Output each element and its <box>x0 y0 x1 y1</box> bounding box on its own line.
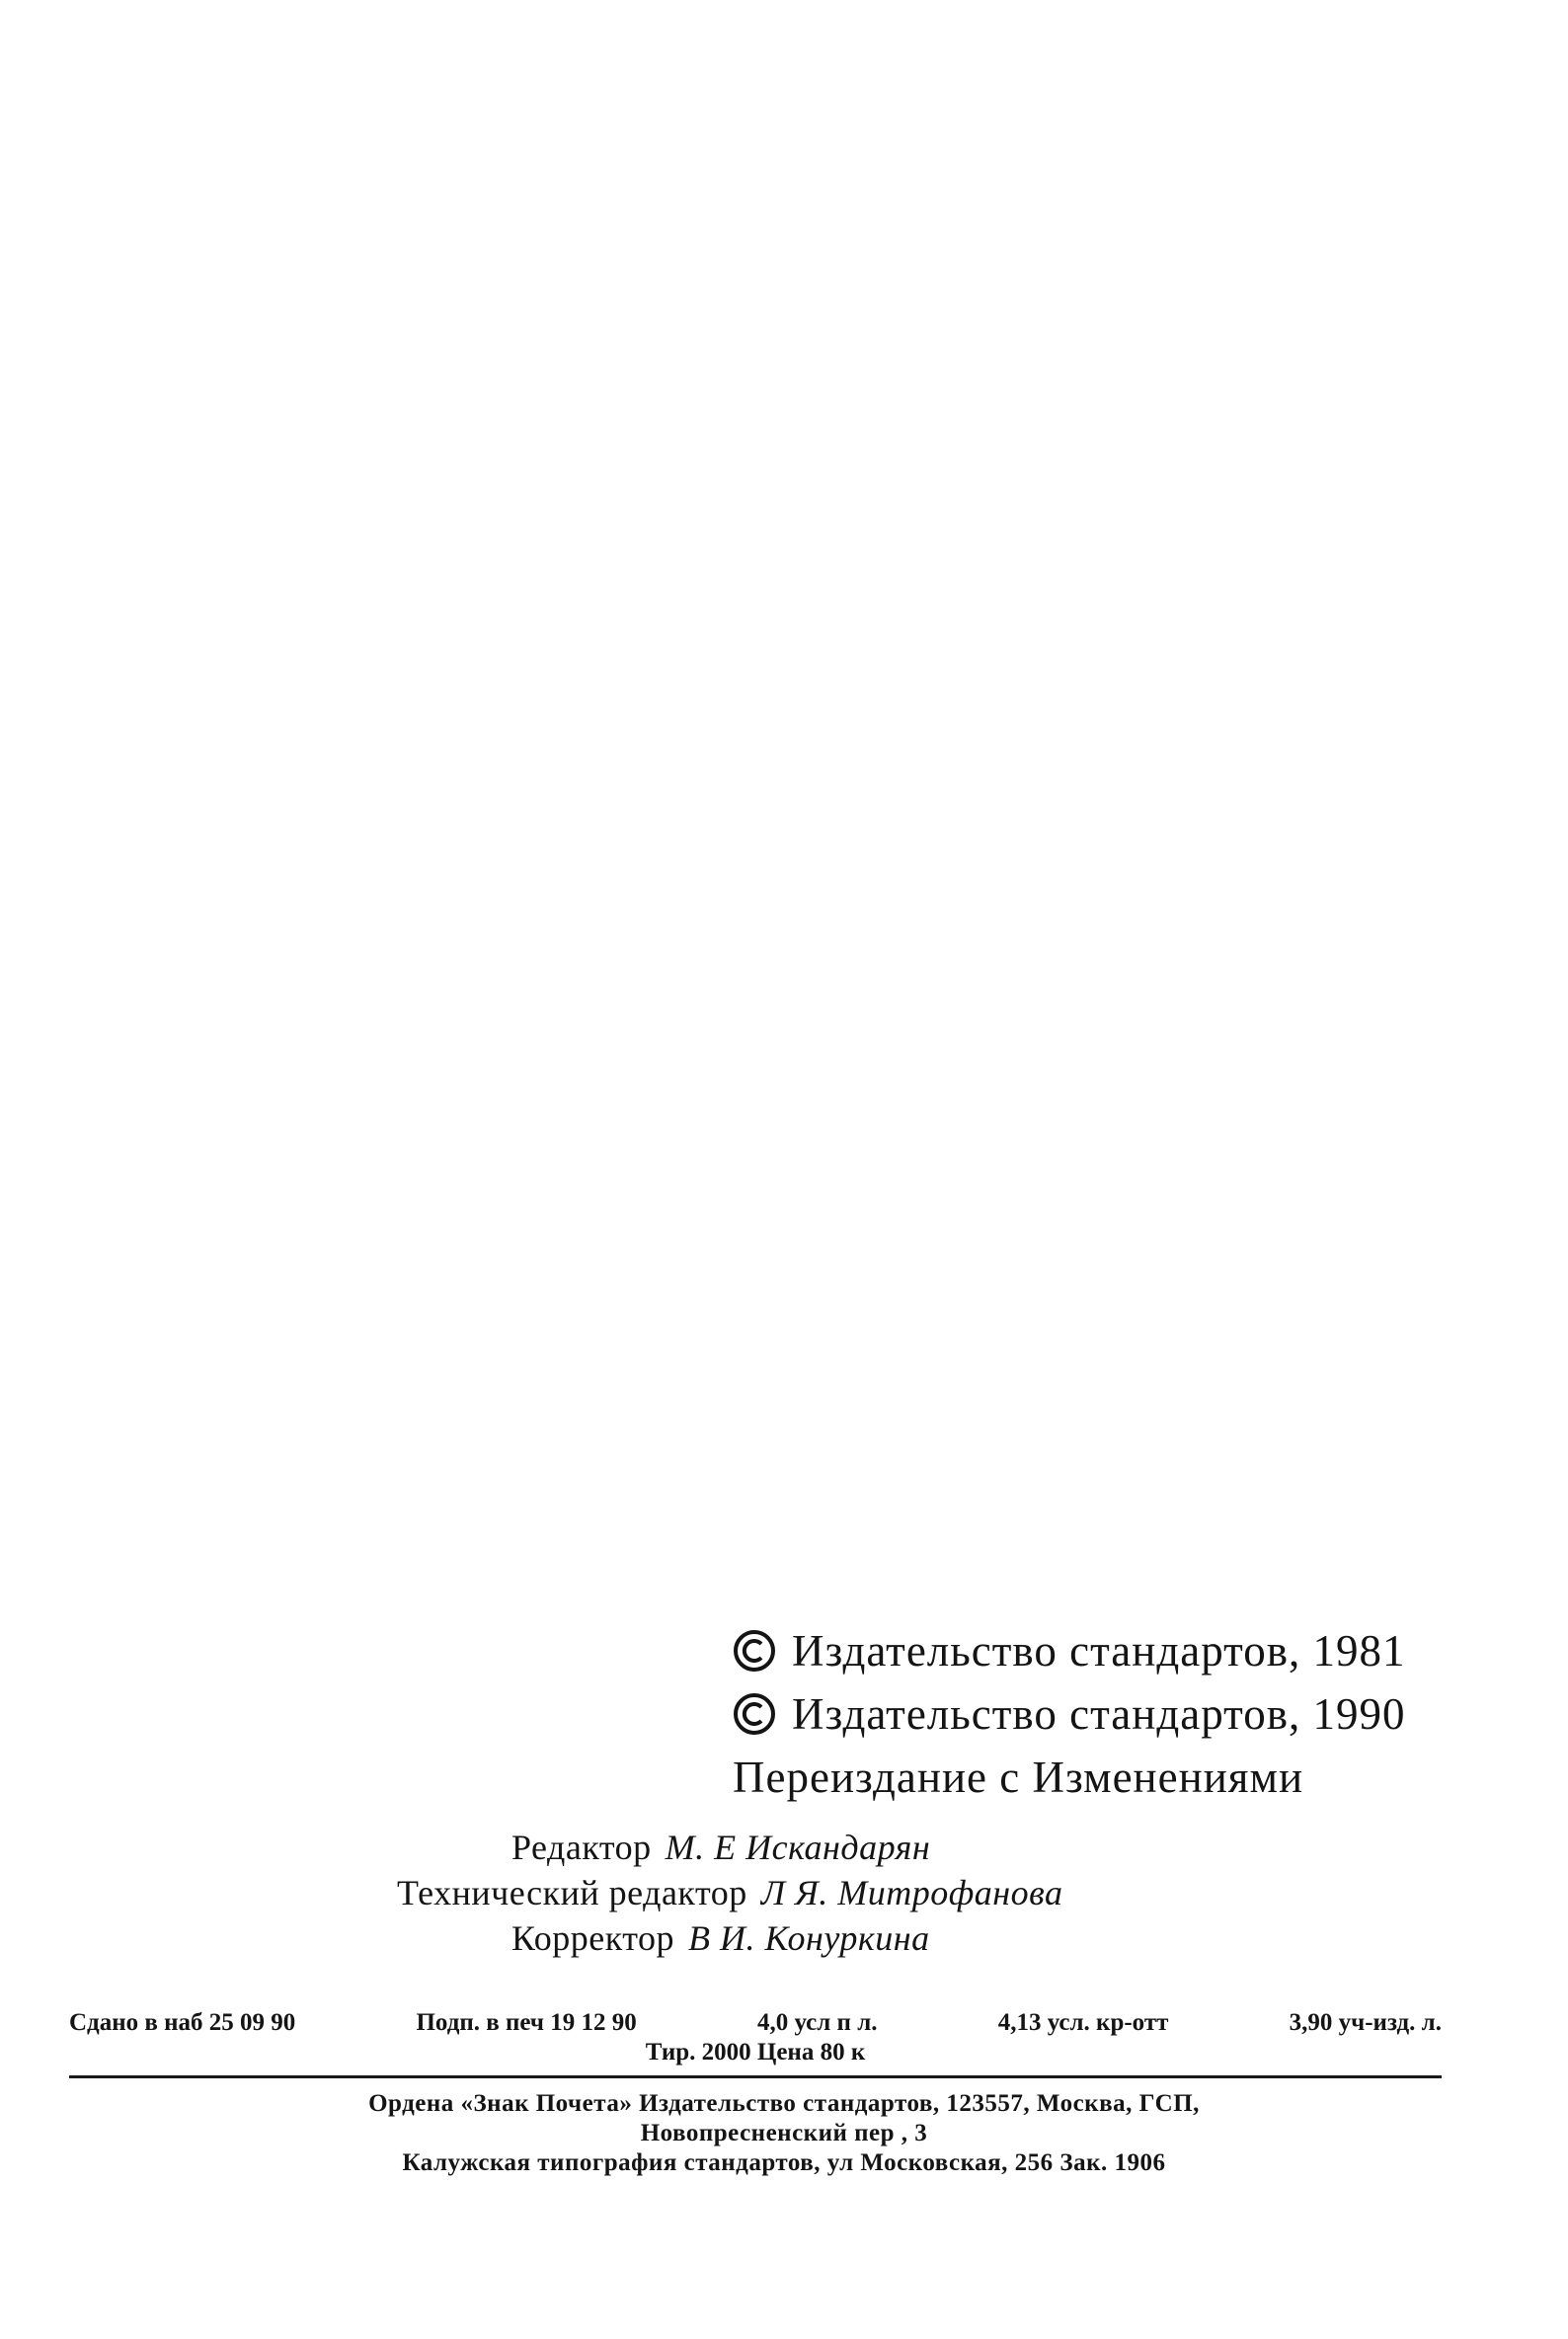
reissue-note: Переиздание с Изменениями <box>733 1753 1304 1802</box>
copyright-text-1990: Издательство стандартов, 1990 <box>792 1689 1406 1739</box>
print-details-line <box>69 2008 1442 2038</box>
print-run-price: Тир. 2000 Цена 80 к <box>645 2039 866 2066</box>
copyright-line-1990 <box>733 1682 1503 1746</box>
editor-credit <box>511 1827 930 1868</box>
copyright-icon <box>733 1692 776 1736</box>
print-info <box>69 2008 1442 2067</box>
print-detail: Подп. в печ 19 12 90 <box>416 2009 637 2036</box>
proofreader-name: В И. Конуркина <box>687 1918 930 1958</box>
print-detail: 3,90 уч-изд. л. <box>1289 2009 1442 2036</box>
print-detail: Сдано в наб 25 09 90 <box>69 2009 296 2036</box>
editor-name: М. Е Искандарян <box>665 1828 931 1867</box>
divider <box>69 2075 1442 2078</box>
print-detail: 4,13 усл. кр-отт <box>997 2009 1169 2036</box>
copyright-block <box>733 1619 1503 1809</box>
publisher-line-3: Калужская типография стандартов, ул Московская, 256 Зак. 1906 <box>402 2149 1166 2176</box>
tech-editor-name: Л Я. Митрофанова <box>760 1873 1063 1912</box>
copyright-line-1981 <box>733 1619 1503 1682</box>
proofreader-role: Корректор <box>511 1918 674 1958</box>
publisher-line-1: Ордена «Знак Почета» Издательство стандартов, 123557, Москва, ГСП, <box>368 2090 1200 2117</box>
copyright-text-1981: Издательство стандартов, 1981 <box>792 1626 1406 1676</box>
proofreader-credit <box>511 1917 930 1959</box>
editor-role: Редактор <box>511 1828 652 1867</box>
publisher-info <box>0 2089 1568 2178</box>
print-detail: 4,0 усл п л. <box>756 2009 878 2036</box>
tech-editor-credit <box>397 1872 1063 1913</box>
copyright-icon <box>733 1629 776 1673</box>
tech-editor-role: Технический редактор <box>397 1873 747 1912</box>
publisher-line-2: Новопресненский пер , 3 <box>640 2120 928 2146</box>
